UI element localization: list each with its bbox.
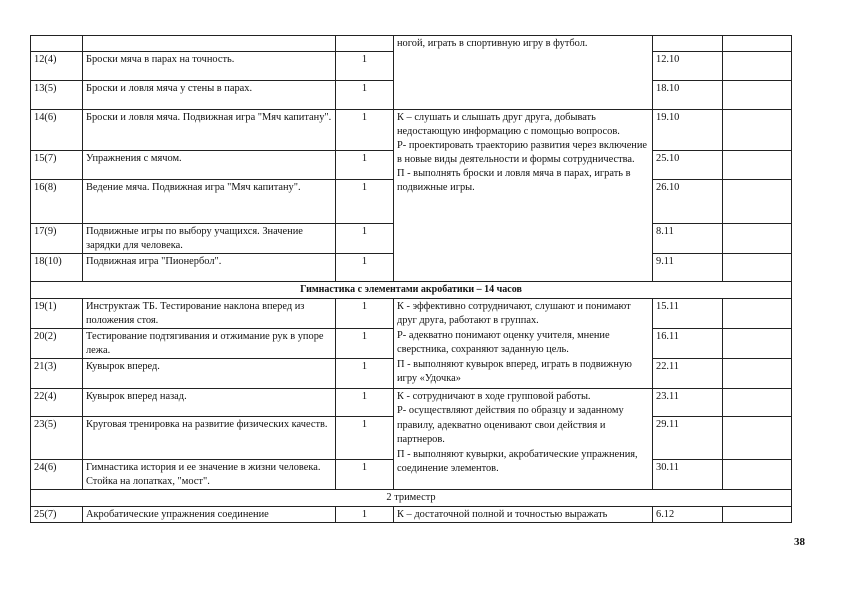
date-cell: 25.10 — [653, 150, 723, 179]
hours-cell: 1 — [336, 223, 394, 253]
topic-cell: Подвижные игры по выбору учащихся. Значение зарядки для человека. — [83, 223, 336, 253]
term-header-row — [31, 489, 792, 506]
fact-date-cell — [723, 358, 792, 388]
topic-cell: Кувырок вперед назад. — [83, 388, 336, 416]
hours-cell: 1 — [336, 358, 394, 388]
hours-cell: 1 — [336, 253, 394, 281]
fact-date-cell — [723, 36, 792, 52]
lesson-number-cell: 24(6) — [31, 459, 83, 489]
hours-cell: 1 — [336, 150, 394, 179]
lesson-number-cell: 12(4) — [31, 51, 83, 80]
lesson-number-cell: 17(9) — [31, 223, 83, 253]
hours-cell: 1 — [336, 416, 394, 459]
topic-cell: Ведение мяча. Подвижная игра "Мяч капитану". — [83, 179, 336, 223]
hours-cell: 1 — [336, 506, 394, 522]
topic-cell: Упражнения с мячом. — [83, 150, 336, 179]
lesson-number-cell: 20(2) — [31, 328, 83, 358]
topic-cell: Броски и ловля мяча у стены в парах. — [83, 80, 336, 109]
lesson-number-cell: 25(7) — [31, 506, 83, 522]
date-cell: 9.11 — [653, 253, 723, 281]
outcomes-cell: К - сотрудничают в ходе групповой работы. Р- осуществляют действия по образцу и заданному правилу, адекватно оценивают свои действия и партнеров. П - выполняют кувырки, акробатические упражнения, соединение элементов. — [394, 388, 653, 489]
date-cell — [653, 36, 723, 52]
hours-cell: 1 — [336, 459, 394, 489]
date-cell: 23.11 — [653, 388, 723, 416]
fact-date-cell — [723, 328, 792, 358]
outcomes-cell: К – слушать и слышать друг друга, добывать недостающую информацию с помощью вопросов. Р- проектировать траекторию развития через включение в новые виды деятельности и формы сотрудничества. П - выполнять броски и ловля мяча в парах, играть в подвижные игры. — [394, 109, 653, 281]
outcomes-cell-empty — [394, 51, 653, 109]
lesson-plan-table — [30, 35, 792, 523]
lesson-number-cell: 18(10) — [31, 253, 83, 281]
hours-cell — [336, 36, 394, 52]
date-cell: 12.10 — [653, 51, 723, 80]
fact-date-cell — [723, 223, 792, 253]
table-row — [31, 388, 792, 416]
section-header-row — [31, 281, 792, 298]
topic-cell: Броски и ловля мяча. Подвижная игра "Мяч капитану". — [83, 109, 336, 150]
fact-date-cell — [723, 253, 792, 281]
fact-date-cell — [723, 109, 792, 150]
date-cell: 18.10 — [653, 80, 723, 109]
lesson-number-cell: 19(1) — [31, 298, 83, 328]
hours-cell: 1 — [336, 388, 394, 416]
date-cell: 30.11 — [653, 459, 723, 489]
date-cell: 26.10 — [653, 179, 723, 223]
fact-date-cell — [723, 80, 792, 109]
date-cell: 15.11 — [653, 298, 723, 328]
outcomes-cell: К – достаточной полной и точностью выражать — [394, 506, 653, 522]
topic-cell: Тестирование подтягивания и отжимание рук в упоре лежа. — [83, 328, 336, 358]
fact-date-cell — [723, 506, 792, 522]
hours-cell: 1 — [336, 298, 394, 328]
lesson-number-cell: 15(7) — [31, 150, 83, 179]
hours-cell: 1 — [336, 179, 394, 223]
topic-cell: Инструктаж ТБ. Тестирование наклона вперед из положения стоя. — [83, 298, 336, 328]
topic-cell — [83, 36, 336, 52]
table-row — [31, 298, 792, 328]
fact-date-cell — [723, 51, 792, 80]
term-title: 2 триместр — [31, 489, 792, 506]
fact-date-cell — [723, 416, 792, 459]
hours-cell: 1 — [336, 109, 394, 150]
date-cell: 22.11 — [653, 358, 723, 388]
hours-cell: 1 — [336, 328, 394, 358]
outcomes-cell: ногой, играть в спортивную игру в футбол. — [394, 36, 653, 52]
topic-cell: Кувырок вперед. — [83, 358, 336, 388]
fact-date-cell — [723, 459, 792, 489]
topic-cell: Броски мяча в парах на точность. — [83, 51, 336, 80]
hours-cell: 1 — [336, 51, 394, 80]
table-row — [31, 109, 792, 150]
topic-cell: Акробатические упражнения соединение — [83, 506, 336, 522]
topic-cell: Гимнастика история и ее значение в жизни человека. Стойка на лопатках, "мост". — [83, 459, 336, 489]
date-cell: 16.11 — [653, 328, 723, 358]
fact-date-cell — [723, 179, 792, 223]
outcomes-cell: К - эффективно сотрудничают, слушают и понимают друг друга, работают в группах. Р- адекватно понимают оценку учителя, мнение сверстника, сохраняют заданную цель. П - выполняют кувырок вперед, играть в подвижную игру «Удочка» — [394, 298, 653, 388]
fact-date-cell — [723, 150, 792, 179]
hours-cell: 1 — [336, 80, 394, 109]
lesson-number-cell: 16(8) — [31, 179, 83, 223]
fact-date-cell — [723, 388, 792, 416]
table-row — [31, 506, 792, 522]
date-cell: 6.12 — [653, 506, 723, 522]
lesson-number-cell: 21(3) — [31, 358, 83, 388]
lesson-number-cell — [31, 36, 83, 52]
lesson-number-cell: 22(4) — [31, 388, 83, 416]
section-title: Гимнастика с элементами акробатики – 14 часов — [31, 281, 792, 298]
table-row — [31, 51, 792, 80]
fact-date-cell — [723, 298, 792, 328]
date-cell: 29.11 — [653, 416, 723, 459]
lesson-number-cell: 14(6) — [31, 109, 83, 150]
topic-cell: Круговая тренировка на развитие физических качеств. — [83, 416, 336, 459]
lesson-number-cell: 13(5) — [31, 80, 83, 109]
table-row — [31, 36, 792, 52]
topic-cell: Подвижная игра "Пионербол". — [83, 253, 336, 281]
page-number: 38 — [794, 536, 805, 548]
date-cell: 19.10 — [653, 109, 723, 150]
date-cell: 8.11 — [653, 223, 723, 253]
lesson-number-cell: 23(5) — [31, 416, 83, 459]
